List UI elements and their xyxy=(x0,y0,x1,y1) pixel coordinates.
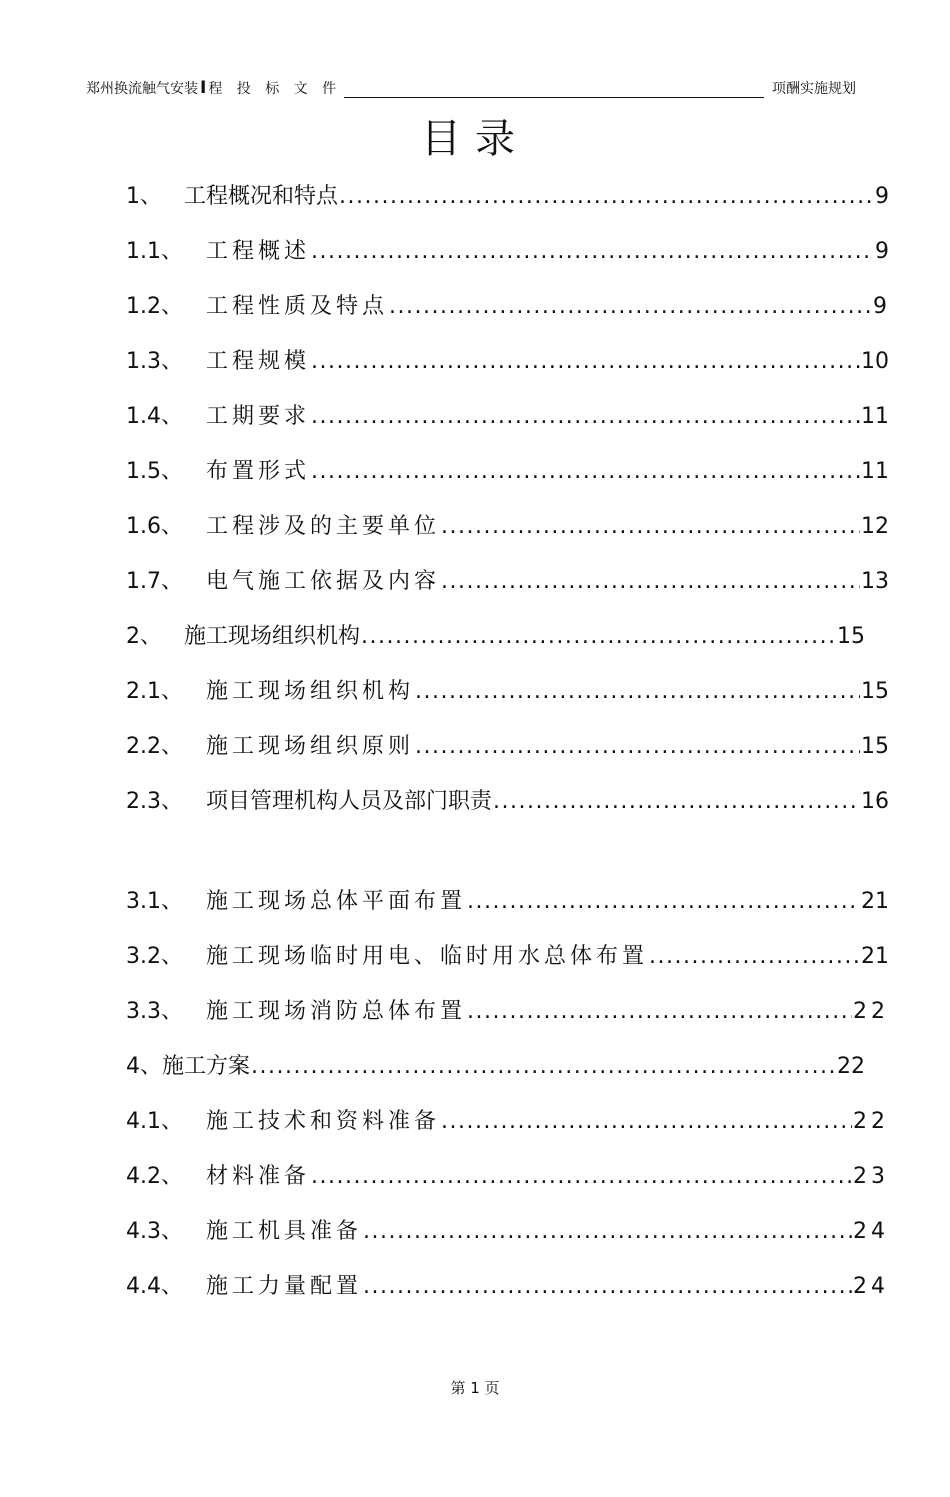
toc-leader-dots xyxy=(441,565,860,599)
toc-text: 施工现场组织机构 xyxy=(206,679,415,704)
toc-leader-dots xyxy=(467,995,852,1029)
toc-number: 2.2、 xyxy=(126,734,183,759)
toc-entry[interactable] xyxy=(126,885,889,919)
toc-entry[interactable] xyxy=(126,995,889,1029)
toc-leader-dots xyxy=(441,1105,852,1139)
toc-leader-dots xyxy=(467,885,860,919)
toc-page-number: 21 xyxy=(861,944,889,969)
toc-entry[interactable] xyxy=(126,940,889,974)
toc-entry[interactable] xyxy=(126,620,865,654)
toc-entry[interactable] xyxy=(126,455,889,489)
toc-leader-dots xyxy=(441,510,860,544)
toc-text: 工期要求 xyxy=(206,404,311,429)
toc-text: 工程涉及的主要单位 xyxy=(206,514,441,539)
toc-text: 施工现场消防总体布置 xyxy=(206,999,467,1024)
toc-entry[interactable] xyxy=(126,290,887,324)
toc-number: 4、 xyxy=(126,1054,162,1079)
toc-number: 2.3、 xyxy=(126,789,183,814)
toc-page-number: 22 xyxy=(837,1054,865,1079)
toc-entry[interactable] xyxy=(126,345,889,379)
header-title-big-glyph: I xyxy=(200,78,207,98)
toc-number: 2.1、 xyxy=(126,679,183,704)
toc-leader-dots xyxy=(311,1160,852,1194)
toc-number: 4.1、 xyxy=(126,1109,183,1134)
toc-number: 1.1、 xyxy=(126,239,183,264)
toc-leader-dots xyxy=(389,290,872,324)
toc-number: 4.4、 xyxy=(126,1274,183,1299)
toc-text: 工程规模 xyxy=(206,349,311,374)
toc-number: 3.3、 xyxy=(126,999,183,1024)
toc-text: 工程性质及特点 xyxy=(206,294,389,319)
toc-page-number: 12 xyxy=(861,514,889,539)
page-footer-number: 第 1 页 xyxy=(450,1379,500,1397)
toc-number: 2、 xyxy=(126,624,162,649)
toc-page-number: 15 xyxy=(837,624,865,649)
toc-entry[interactable] xyxy=(126,785,889,819)
toc-number: 3.1、 xyxy=(126,889,183,914)
toc-text: 施工机具准备 xyxy=(206,1219,363,1244)
toc-page-number: 10 xyxy=(861,349,889,374)
toc-leader-dots xyxy=(311,345,860,379)
header-document-title xyxy=(86,78,341,98)
toc-number: 1、 xyxy=(126,184,162,209)
toc-number: 1.4、 xyxy=(126,404,183,429)
toc-number: 3.2、 xyxy=(126,944,183,969)
header-title-part-1: 郑州换流触气安装 xyxy=(86,81,198,97)
toc-entry[interactable] xyxy=(126,1270,889,1304)
toc-entry[interactable] xyxy=(126,1050,865,1084)
toc-text: 施工方案 xyxy=(162,1054,251,1079)
toc-entry[interactable] xyxy=(126,510,889,544)
toc-page-number: 24 xyxy=(853,1274,889,1299)
toc-entry[interactable] xyxy=(126,180,889,214)
toc-leader-dots xyxy=(251,1050,836,1084)
toc-number: 4.3、 xyxy=(126,1219,183,1244)
toc-page-number: 24 xyxy=(853,1219,889,1244)
toc-page-number: 22 xyxy=(853,1109,889,1134)
toc-number: 1.3、 xyxy=(126,349,183,374)
header-underline xyxy=(344,97,764,98)
page-title: 目录 xyxy=(421,116,529,162)
toc-entry[interactable] xyxy=(126,1160,889,1194)
toc-leader-dots xyxy=(339,180,874,214)
toc-page-number: 9 xyxy=(875,239,889,264)
toc-page-number: 21 xyxy=(861,889,889,914)
toc-page-number: 11 xyxy=(861,459,889,484)
toc-text: 施工技术和资料准备 xyxy=(206,1109,441,1134)
toc-text: 工程概述 xyxy=(206,239,311,264)
toc-leader-dots xyxy=(311,455,860,489)
toc-entry[interactable] xyxy=(126,235,889,269)
toc-number: 1.5、 xyxy=(126,459,183,484)
toc-page-number: 9 xyxy=(873,294,887,319)
toc-number: 1.7、 xyxy=(126,569,183,594)
toc-page-number: 15 xyxy=(861,734,889,759)
toc-entry[interactable] xyxy=(126,400,889,434)
toc-leader-dots xyxy=(415,675,860,709)
toc-page-number: 15 xyxy=(861,679,889,704)
toc-page-number: 23 xyxy=(853,1164,889,1189)
toc-text: 材料准备 xyxy=(206,1164,311,1189)
toc-leader-dots xyxy=(363,1270,852,1304)
toc-number: 4.2、 xyxy=(126,1164,183,1189)
toc-page-number: 9 xyxy=(875,184,889,209)
toc-entry[interactable] xyxy=(126,1105,889,1139)
toc-text: 施工现场组织原则 xyxy=(206,734,415,759)
toc-entry[interactable] xyxy=(126,1215,889,1249)
toc-text: 布置形式 xyxy=(206,459,311,484)
page-header xyxy=(86,76,856,100)
toc-leader-dots xyxy=(415,730,860,764)
toc-leader-dots xyxy=(363,1215,852,1249)
toc-text: 施工现场组织机构 xyxy=(184,624,361,649)
toc-leader-dots xyxy=(311,235,874,269)
toc-entry[interactable] xyxy=(126,675,889,709)
toc-page-number: 11 xyxy=(861,404,889,429)
toc-entry[interactable] xyxy=(126,565,889,599)
toc-page-number: 22 xyxy=(853,999,889,1024)
toc-leader-dots xyxy=(311,400,860,434)
toc-page-number: 16 xyxy=(861,789,889,814)
toc-text: 施工现场总体平面布置 xyxy=(206,889,467,914)
toc-text: 施工力量配置 xyxy=(206,1274,363,1299)
header-title-part-2: 程 投 标 文 件 xyxy=(208,81,342,97)
toc-text: 电气施工依据及内容 xyxy=(206,569,441,594)
toc-leader-dots xyxy=(649,940,860,974)
header-section-title: 项酬实施规划 xyxy=(772,81,856,97)
toc-number: 1.6、 xyxy=(126,514,183,539)
toc-text: 施工现场临时用电、临时用水总体布置 xyxy=(206,944,649,969)
toc-text: 项目管理机构人员及部门职责 xyxy=(206,789,493,814)
toc-text: 工程概况和特点 xyxy=(184,184,339,209)
toc-entry[interactable] xyxy=(126,730,889,764)
toc-leader-dots xyxy=(493,785,860,819)
toc-page-number: 13 xyxy=(861,569,889,594)
toc-leader-dots xyxy=(361,620,836,654)
toc-number: 1.2、 xyxy=(126,294,183,319)
